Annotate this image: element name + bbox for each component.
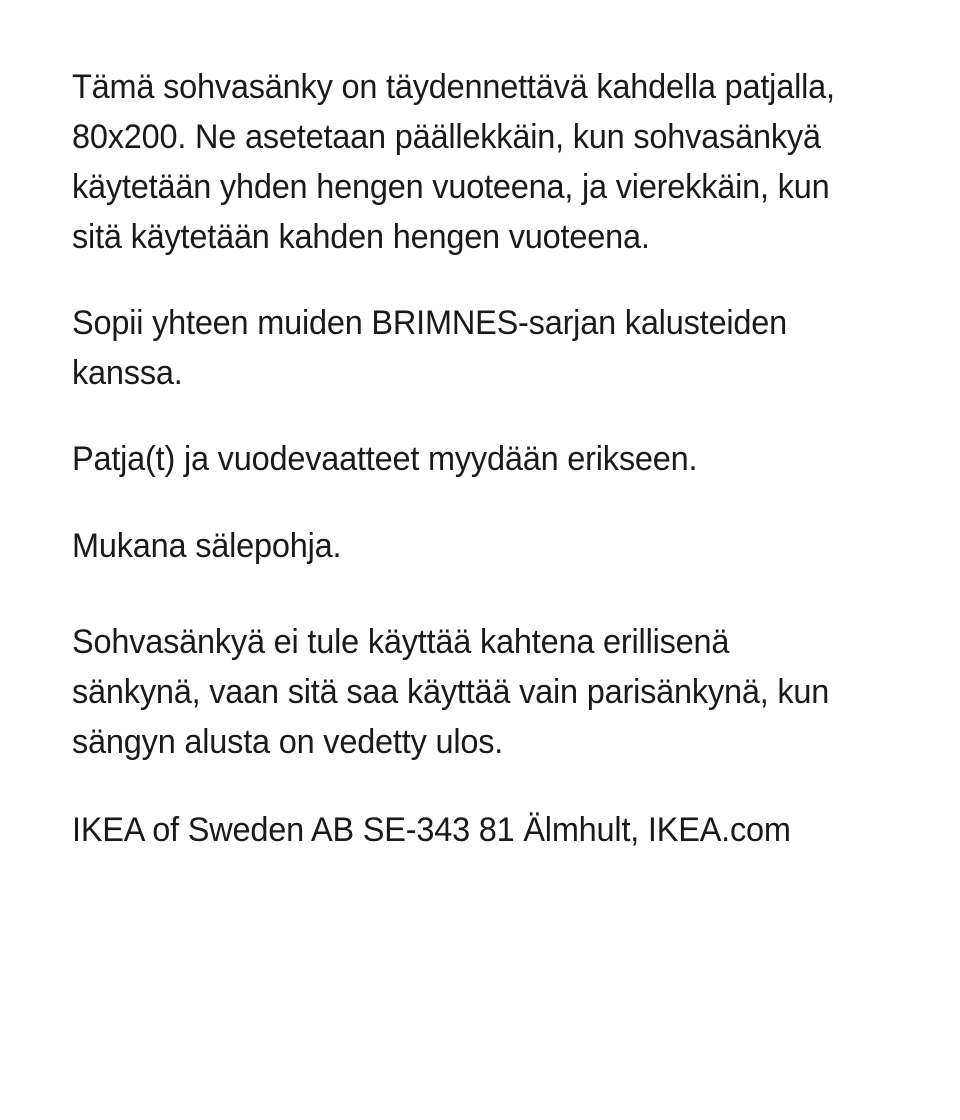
paragraph-slatted-base-included: Mukana sälepohja. — [72, 527, 342, 565]
paragraph-series-compatibility: Sopii yhteen muiden BRIMNES-sarjan kalusteiden kanssa. — [72, 304, 787, 392]
product-description-body — [72, 62, 890, 855]
paragraph-usage-warning: Sohvasänkyä ei tule käyttää kahtena erillisenä sänkynä, vaan sitä saa käyttää vain parisänkynä, kun sängyn alusta on vedetty ulos. — [72, 623, 830, 761]
paragraph-sold-separately: Patja(t) ja vuodevaatteet myydään erikseen. — [72, 440, 698, 478]
paragraph-mattress-requirement: Tämä sohvasänky on täydennettävä kahdella patjalla, 80x200. Ne asetetaan päällekkäin, kun sohvasänkyä käytetään yhden hengen vuoteena, ja vierekkäin, kun sitä käytetään kahden hengen vuoteena. — [72, 68, 835, 256]
paragraph-manufacturer-legal: IKEA of Sweden AB SE-343 81 Älmhult, IKEA.com — [72, 811, 791, 849]
